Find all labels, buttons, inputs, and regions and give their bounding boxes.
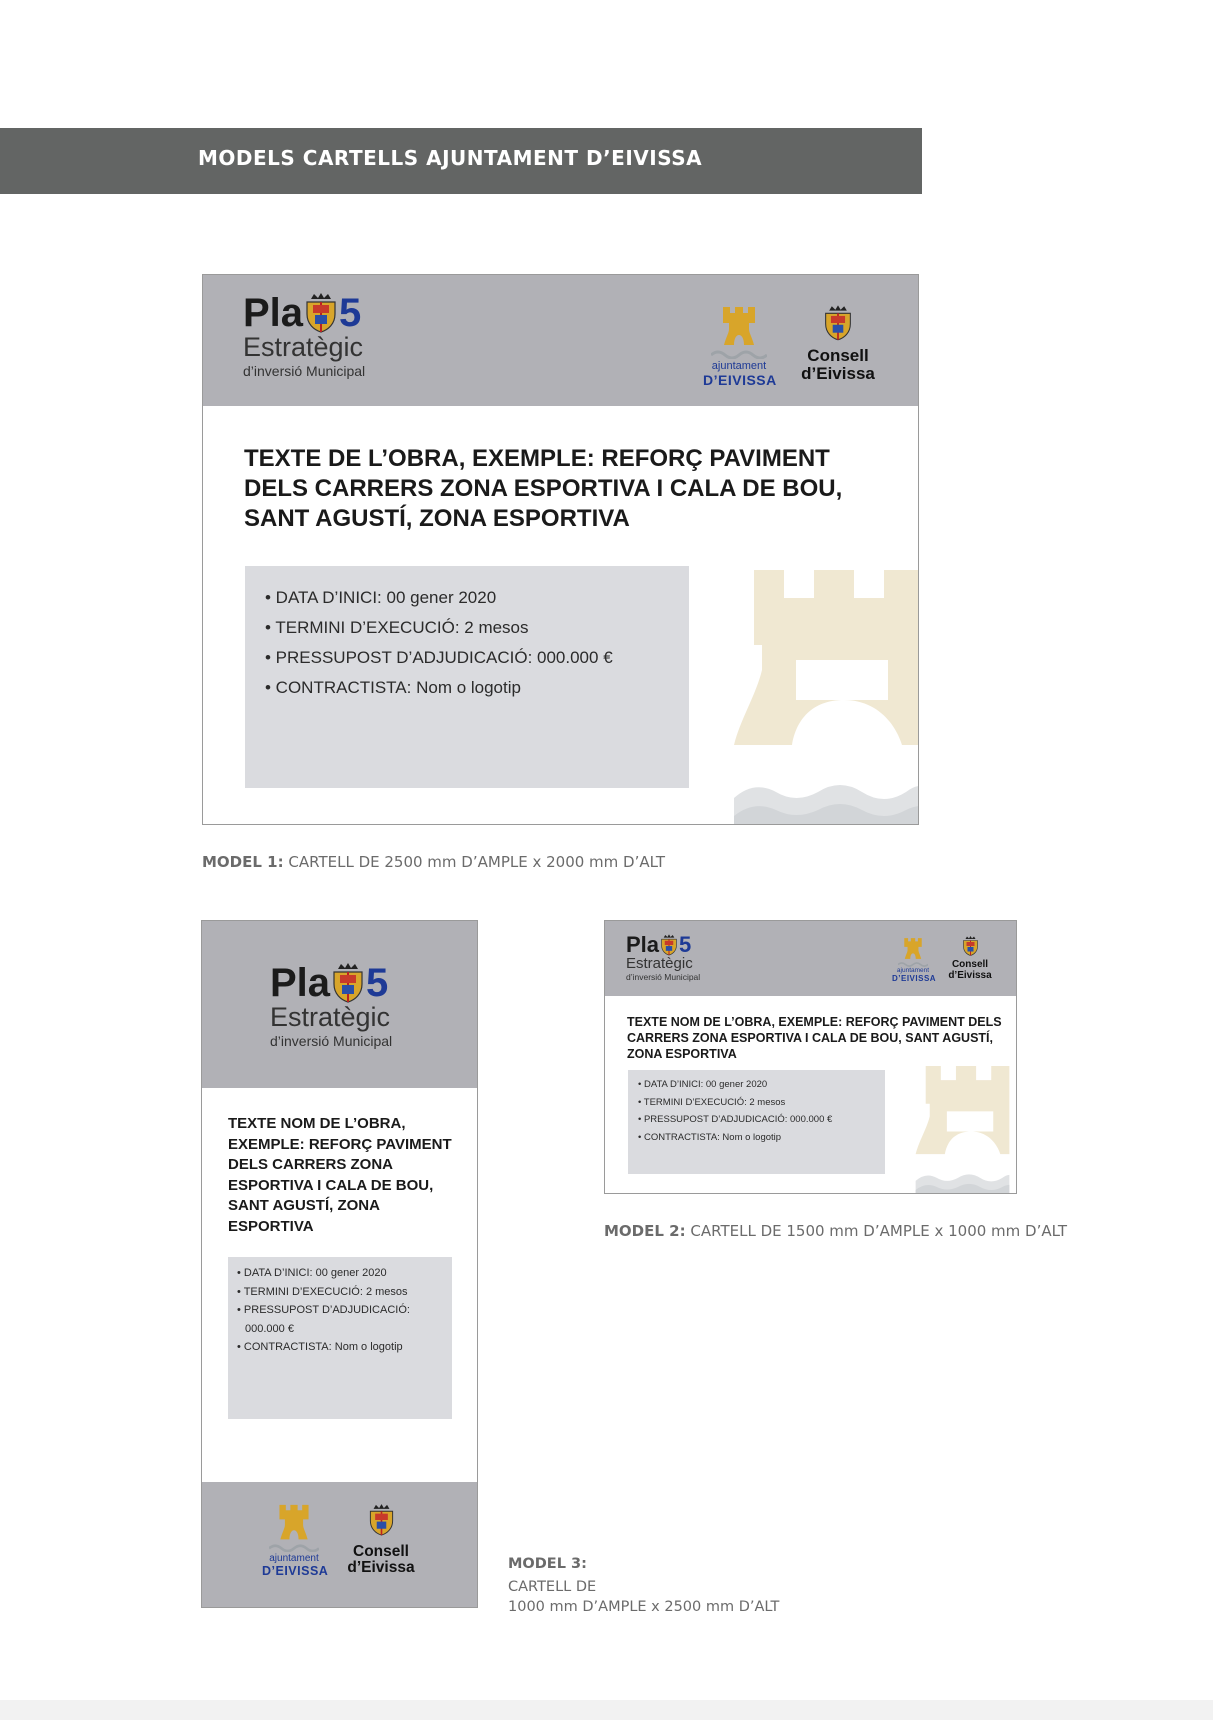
pla-word: Pla [243, 291, 304, 335]
work-title: TEXTE DE L’OBRA, EXEMPLE: REFORÇ PAVIMENT DELS CARRERS ZONA ESPORTIVA I CALA DE BOU, SANT AGUSTÍ, ZONA ESPORTIVA [244, 445, 843, 532]
info-start-date: • DATA D’INICI: 00 gener 2020 [638, 1079, 768, 1090]
info-list [265, 588, 669, 708]
pla-number: 5 [339, 291, 362, 335]
model1-caption-text: CARTELL DE 2500 mm D’AMPLE x 2000 mm D’ALT [288, 853, 666, 871]
info-box [228, 1257, 452, 1419]
info-budget: • PRESSUPOST D’ADJUDICACIÓ: [237, 1304, 410, 1316]
pla5-logo [626, 934, 700, 982]
poster-footer-band [202, 1482, 478, 1608]
consell-coat-of-arms-icon [368, 1502, 395, 1538]
estrategic-label: Estratègic [270, 1002, 391, 1032]
info-box [628, 1070, 885, 1174]
info-duration: • TERMINI D’EXECUCIÓ: 2 mesos [237, 1285, 408, 1298]
page-title: MODELS CARTELLS AJUNTAMENT D’EIVISSA [198, 146, 703, 170]
deivissa-consell-label: d’Eivissa [801, 363, 875, 383]
consell-coat-of-arms-icon [962, 935, 979, 957]
consell-label: Consell [353, 1543, 409, 1560]
logo-subtitle: d’inversió Municipal [270, 1033, 393, 1049]
work-title: TEXTE NOM DE L’OBRA, EXEMPLE: REFORÇ PAVIMENT DELS CARRERS ZONA ESPORTIVA I CALA DE BOU, SANT AGUSTÍ, ZONA ESPORTIVA [627, 1015, 1002, 1061]
ibiza-coat-of-arms-icon [304, 293, 338, 333]
ajuntament-logo [262, 1503, 329, 1578]
work-title: TEXTE NOM DE L’OBRA, EXEMPLE: REFORÇ PAVIMENT DELS CARRERS ZONA ESPORTIVA I CALA DE BOU, SANT AGUSTÍ, ZONA ESPORTIVA [228, 1115, 452, 1235]
model2-caption [604, 1222, 1067, 1240]
info-budget-value: 000.000 € [245, 1322, 294, 1335]
info-start-date: • DATA D’INICI: 00 gener 2020 [265, 588, 497, 607]
tower-icon [901, 937, 925, 961]
tower-watermark-icon [907, 1066, 1017, 1194]
consell-logo [797, 303, 879, 383]
deivissa-consell-label: d’Eivissa [948, 969, 992, 981]
deivissa-consell-label: d’Eivissa [347, 1559, 415, 1577]
logo-subtitle: d’inversió Municipal [626, 972, 701, 982]
deivissa-label: D’EIVISSA [892, 973, 937, 983]
tower-icon [274, 1503, 314, 1543]
info-budget: • PRESSUPOST D’ADJUDICACIÓ: 000.000 € [638, 1114, 833, 1125]
logo-subtitle: d’inversió Municipal [243, 363, 366, 379]
ajuntament-label: ajuntament [711, 360, 767, 372]
consell-logo [342, 1502, 420, 1577]
model3-caption-line2: 1000 mm D’AMPLE x 2500 mm D’ALT [508, 1599, 780, 1615]
info-duration: • TERMINI D’EXECUCIÓ: 2 mesos [638, 1096, 786, 1108]
info-list [638, 1079, 875, 1149]
estrategic-label: Estratègic [626, 955, 693, 972]
pla-word: Pla [270, 961, 331, 1005]
info-budget: • PRESSUPOST D’ADJUDICACIÓ: 000.000 € [265, 648, 613, 667]
estrategic-label: Estratègic [243, 332, 364, 362]
poster-model-2 [604, 920, 1017, 1194]
info-contractor: • CONTRACTISTA: Nom o logotip [265, 678, 521, 697]
info-contractor: • CONTRACTISTA: Nom o logotip [638, 1131, 782, 1143]
ibiza-coat-of-arms-icon [660, 934, 678, 956]
consell-logo [943, 935, 997, 981]
model3-caption-label: MODEL 3: [508, 1556, 587, 1572]
ajuntament-logo [892, 937, 937, 983]
tower-icon [717, 305, 761, 349]
consell-coat-of-arms-icon [823, 303, 853, 343]
tower-watermark-icon [734, 570, 919, 825]
info-list [237, 1267, 443, 1360]
info-contractor: • CONTRACTISTA: Nom o logotip [237, 1341, 403, 1353]
pla-number: 5 [679, 932, 692, 957]
poster-model-1 [202, 274, 919, 825]
pla-word: Pla [626, 932, 660, 957]
model2-caption-text: CARTELL DE 1500 mm D’AMPLE x 1000 mm D’ALT [690, 1222, 1068, 1240]
info-box [245, 566, 689, 788]
ajuntament-logo [703, 305, 775, 387]
pla-number: 5 [366, 961, 389, 1005]
model3-caption [508, 1554, 779, 1617]
ajuntament-label: ajuntament [896, 967, 930, 974]
ibiza-coat-of-arms-icon [331, 963, 365, 1003]
waves-icon [711, 349, 767, 359]
info-duration: • TERMINI D’EXECUCIÓ: 2 mesos [265, 618, 529, 637]
waves-icon [269, 1543, 319, 1552]
model1-caption [202, 853, 665, 871]
deivissa-label: D’EIVISSA [703, 372, 777, 388]
pla5-logo [243, 293, 365, 378]
deivissa-label: D’EIVISSA [262, 1564, 329, 1578]
model3-caption-line1: CARTELL DE [508, 1579, 597, 1595]
pla5-logo [270, 963, 392, 1048]
poster-model-3 [201, 920, 478, 1608]
info-start-date: • DATA D’INICI: 00 gener 2020 [237, 1267, 387, 1279]
model2-caption-label: MODEL 2: [604, 1222, 686, 1240]
page-bottom-strip [0, 1700, 1213, 1720]
consell-label: Consell [951, 959, 989, 970]
model1-caption-label: MODEL 1: [202, 853, 284, 871]
ajuntament-label: ajuntament [269, 1553, 319, 1564]
consell-label: Consell [807, 346, 869, 365]
